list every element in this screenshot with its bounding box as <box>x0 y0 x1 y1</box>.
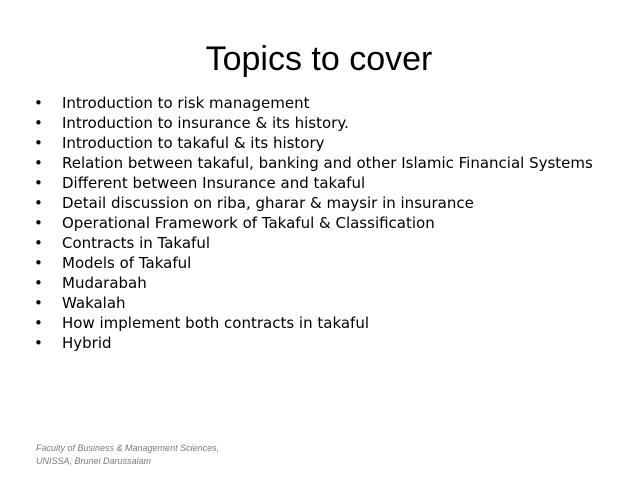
topic-text: Introduction to risk management <box>62 94 310 112</box>
topic-text: Models of Takaful <box>62 254 192 272</box>
topic-text: Wakalah <box>62 294 126 312</box>
topic-item <box>34 234 594 253</box>
bullet-icon: • <box>34 154 43 172</box>
footer-institution: UNISSA, Brunei Darussalam <box>36 456 152 466</box>
topic-text: Hybrid <box>62 334 112 352</box>
topic-item <box>34 214 594 233</box>
topic-item <box>34 194 594 213</box>
topic-item <box>34 134 594 153</box>
topic-text: Introduction to insurance & its history. <box>62 114 349 132</box>
bullet-icon: • <box>34 194 43 212</box>
topic-list <box>34 94 594 354</box>
topic-text: Contracts in Takaful <box>62 234 210 252</box>
topic-text: Introduction to takaful & its history <box>62 134 325 152</box>
bullet-icon: • <box>34 234 43 252</box>
slide-footer <box>36 442 219 468</box>
topic-item <box>34 294 594 313</box>
topic-item <box>34 154 594 173</box>
topic-item <box>34 274 594 293</box>
topic-item <box>34 174 594 193</box>
topic-text: Different between Insurance and takaful <box>62 174 366 192</box>
topic-item <box>34 94 594 113</box>
topic-text: Detail discussion on riba, gharar & maysir in insurance <box>62 194 474 212</box>
topic-text: Operational Framework of Takaful & Classification <box>62 214 435 232</box>
bullet-icon: • <box>34 254 43 272</box>
slide-title: Topics to cover <box>205 40 433 78</box>
bullet-icon: • <box>34 134 43 152</box>
topic-item <box>34 314 594 333</box>
bullet-icon: • <box>34 174 43 192</box>
bullet-icon: • <box>34 94 43 112</box>
bullet-icon: • <box>34 334 43 352</box>
bullet-icon: • <box>34 294 43 312</box>
bullet-icon: • <box>34 214 43 232</box>
bullet-icon: • <box>34 274 43 292</box>
topic-item <box>34 334 594 353</box>
bullet-icon: • <box>34 314 43 332</box>
topic-text: How implement both contracts in takaful <box>62 314 370 332</box>
topic-text: Mudarabah <box>62 274 147 292</box>
topic-item <box>34 254 594 273</box>
topic-text: Relation between takaful, banking and other Islamic Financial Systems <box>62 154 593 172</box>
bullet-icon: • <box>34 114 43 132</box>
footer-faculty: Faculty of Business & Management Sciences, <box>36 443 220 453</box>
topic-item <box>34 114 594 133</box>
